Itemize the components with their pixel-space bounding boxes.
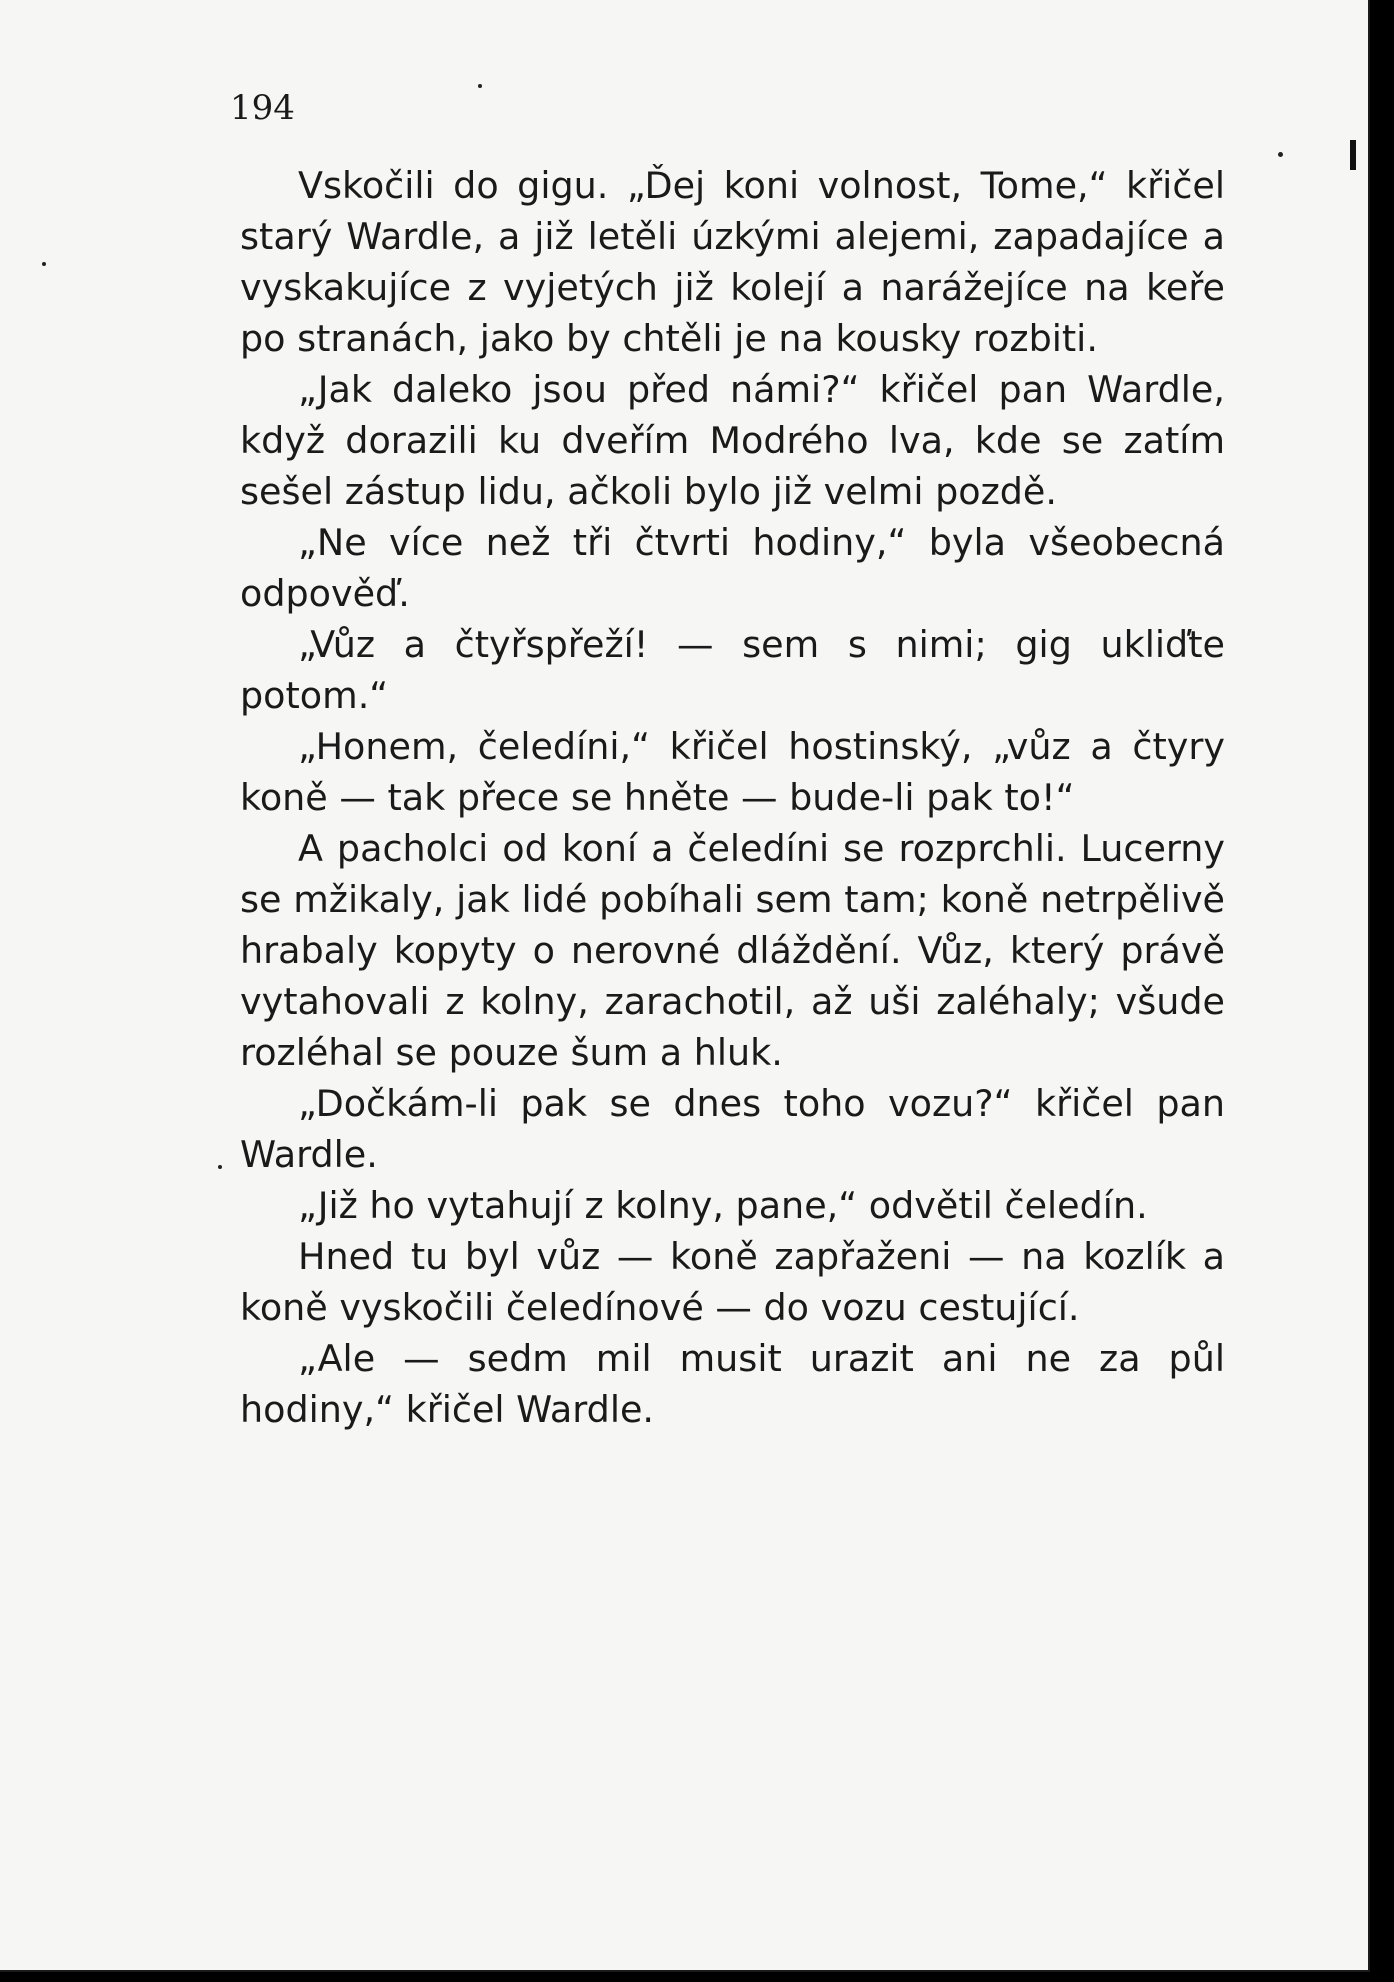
paragraph: „Vůz a čtyřspřeží! — sem s nimi; gig ukliďte potom.“	[240, 623, 1225, 717]
page-text	[240, 160, 1225, 1435]
print-speck	[218, 1165, 222, 1169]
paragraph: „Honem, čeledíni,“ křičel hostinský, „vůz a čtyry koně — tak přece se hněte — bude-li pak to!“	[240, 725, 1225, 819]
page-number: 194	[230, 88, 295, 128]
print-speck	[478, 84, 482, 88]
paragraph: A pacholci od koní a čeledíni se rozprchli. Lucerny se mžikaly, jak lidé pobíhali sem tam; koně netrpělivě hrabaly kopyty o nerovné dláždění. Vůz, který právě vytahovali z kolny, zarachotil, až uši zaléhaly; všude rozléhal se pouze šum a hluk.	[240, 827, 1225, 1074]
print-speck	[42, 262, 46, 266]
paragraph: „Ale — sedm mil musit urazit ani ne za půl hodiny,“ křičel Wardle.	[240, 1337, 1225, 1431]
paragraph: „Již ho vytahují z kolny, pane,“ odvětil čeledín.	[298, 1184, 1148, 1227]
paragraph: Vskočili do gigu. „Ďej koni volnost, Tome,“ křičel starý Wardle, a již letěli úzkými alejemi, zapadajíce a vyskakujíce z vyjetých již kolejí a narážejíce na keře po stranách, jako by chtěli je na kousky rozbiti.	[240, 164, 1225, 360]
paragraph: Hned tu byl vůz — koně zapřaženi — na kozlík a koně vyskočili čeledínové — do vozu cestující.	[240, 1235, 1225, 1329]
paragraph: „Ne více než tři čtvrti hodiny,“ byla všeobecná odpověď.	[240, 521, 1225, 615]
paragraph: „Dočkám-li pak se dnes toho vozu?“ křičel pan Wardle.	[240, 1082, 1225, 1176]
print-speck	[1278, 152, 1283, 157]
paragraph: „Jak daleko jsou před námi?“ křičel pan Wardle, když dorazili ku dveřím Modrého lva, kde se zatím sešel zástup lidu, ačkoli bylo již velmi pozdě.	[240, 368, 1225, 513]
page-edge-mark	[1350, 140, 1356, 170]
